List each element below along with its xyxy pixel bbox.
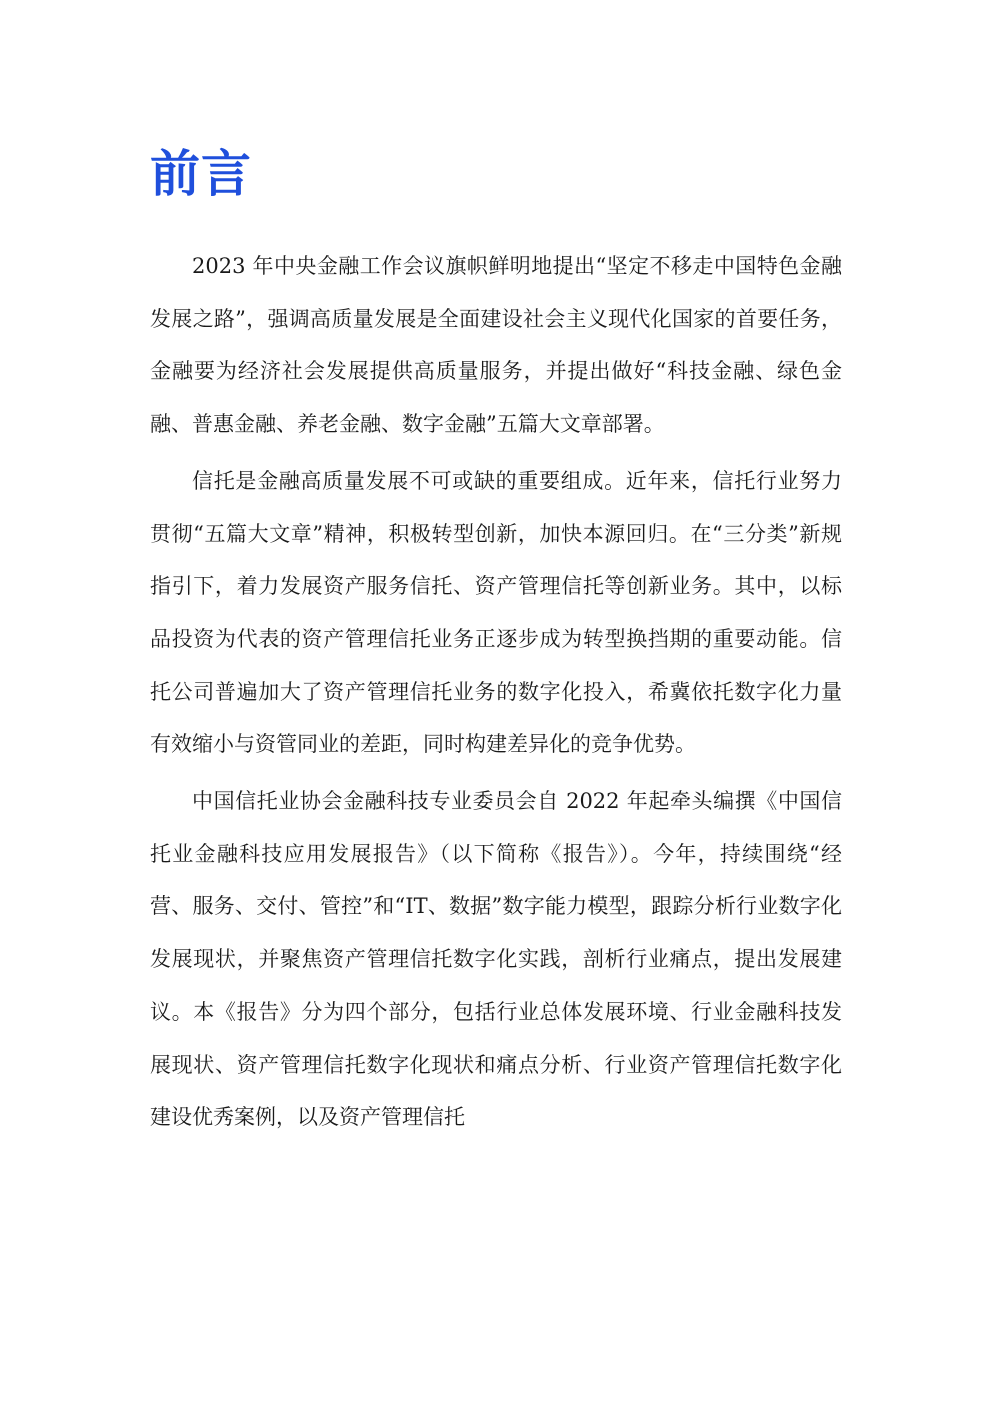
body-text (150, 240, 842, 1148)
paragraph: 中国信托业协会金融科技专业委员会自 2022 年起牵头编撰《中国信托业金融科技应用发展报告》（以下简称《报告》）。今年，持续围绕“经营、服务、交付、管控”和“IT、数据”数字能力模型，跟踪分析行业数字化发展现状，并聚焦资产管理信托数字化实践，剖析行业痛点，提出发展建议。本《报告》分为四个部分，包括行业总体发展环境、行业金融科技发展现状、资产管理信托数字化现状和痛点分析、行业资产管理信托数字化建设优秀案例，以及资产管理信托 (150, 789, 842, 1130)
page-title: 前言 (150, 145, 252, 203)
paragraph: 信托是金融高质量发展不可或缺的重要组成。近年来，信托行业努力贯彻“五篇大文章”精神，积极转型创新，加快本源回归。在“三分类”新规指引下，着力发展资产服务信托、资产管理信托等创新业务。其中，以标品投资为代表的资产管理信托业务正逐步成为转型换挡期的重要动能。信托公司普遍加大了资产管理信托业务的数字化投入，希冀依托数字化力量有效缩小与资管同业的差距，同时构建差异化的竞争优势。 (150, 468, 842, 757)
paragraph: 2023 年中央金融工作会议旗帜鲜明地提出“坚定不移走中国特色金融发展之路”，强调高质量发展是全面建设社会主义现代化国家的首要任务，金融要为经济社会发展提供高质量服务，并提出做好“科技金融、绿色金融、普惠金融、养老金融、数字金融”五篇大文章部署。 (150, 254, 842, 437)
